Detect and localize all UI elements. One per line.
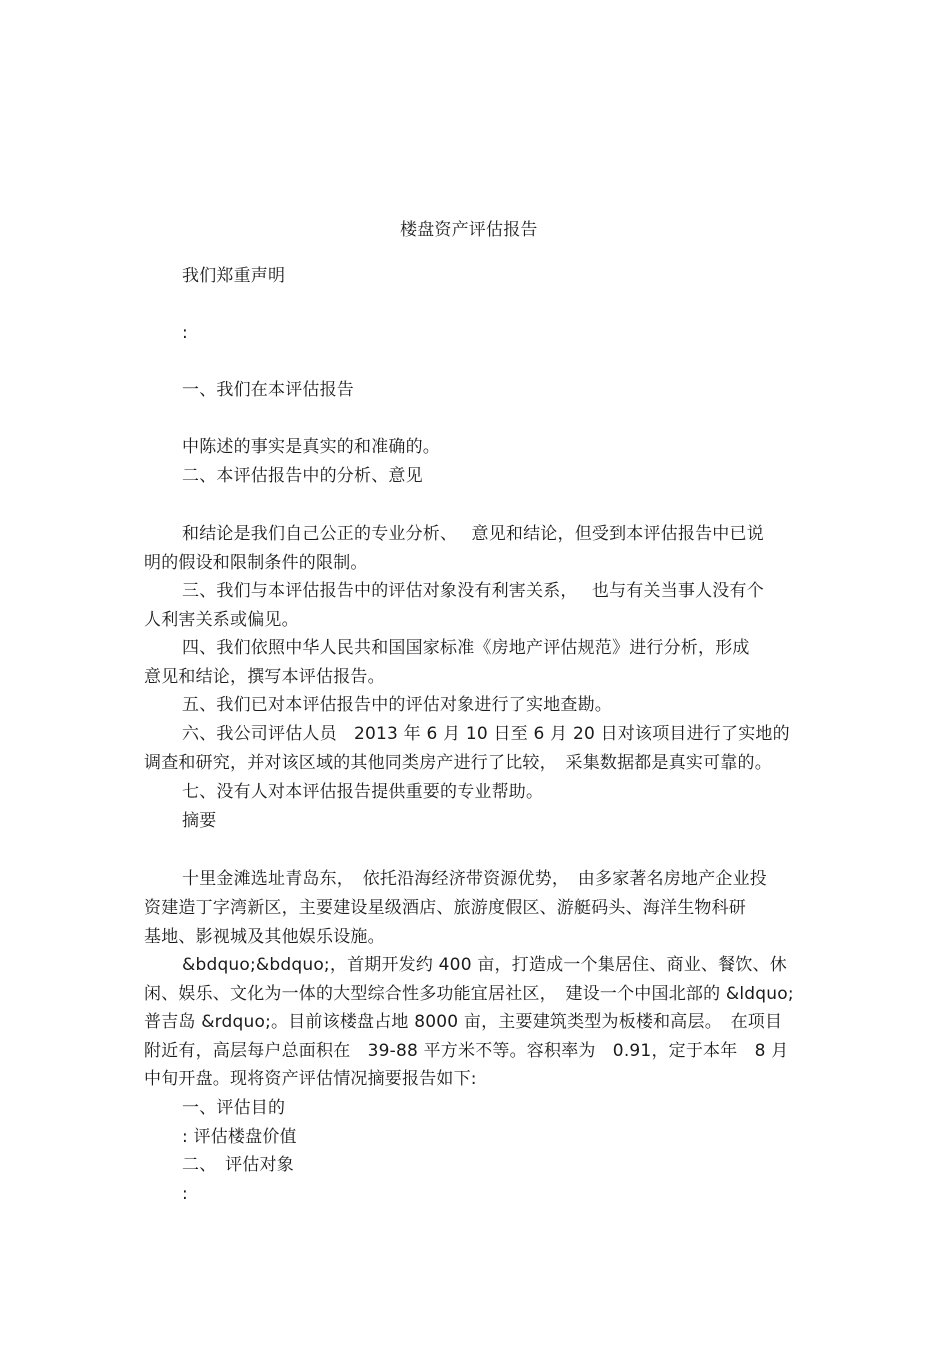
text-line: 我们郑重声明: [182, 266, 286, 286]
text-line: &bdquo;&bdquo;，首期开发约 400 亩，打造成一个集居住、商业、餐饮、休: [182, 955, 787, 975]
text-line: :: [182, 323, 188, 343]
text-line: 明的假设和限制条件的限制。: [144, 553, 368, 573]
text-line: 基地、影视城及其他娱乐设施。: [144, 927, 385, 947]
text-line: 调查和研究，并对该区域的其他同类房产进行了比较， 采集数据都是真实可靠的。: [144, 753, 772, 773]
text-line: : 评估楼盘价值: [182, 1127, 297, 1147]
text-line: 资建造丁字湾新区，主要建设星级酒店、旅游度假区、游艇码头、海洋生物科研: [144, 898, 746, 918]
text-line: 中陈述的事实是真实的和准确的。: [182, 437, 440, 457]
section-heading: 摘要: [182, 811, 217, 831]
text-line: 附近有，高层每户总面积在 39-88 平方米不等。容积率为 0.91，定于本年 8 月: [144, 1041, 789, 1061]
text-line: 七、没有人对本评估报告提供重要的专业帮助。: [182, 782, 544, 802]
text-line: 人利害关系或偏见。: [144, 610, 299, 630]
text-line: 和结论是我们自己公正的专业分析、 意见和结论，但受到本评估报告中已说: [182, 524, 764, 544]
text-line: 中旬开盘。现将资产评估情况摘要报告如下:: [144, 1069, 477, 1089]
document-title: 楼盘资产评估报告: [400, 220, 538, 240]
text-line: 二、 评估对象: [182, 1155, 294, 1175]
text-line: 十里金滩选址青岛东， 依托沿海经济带资源优势， 由多家著名房地产企业投: [182, 869, 767, 889]
text-line: 六、我公司评估人员 2013 年 6 月 10 日至 6 月 20 日对该项目进行了实地的: [182, 724, 790, 744]
text-line: :: [182, 1184, 188, 1204]
text-line: 一、我们在本评估报告: [182, 380, 354, 400]
text-line: 三、我们与本评估报告中的评估对象没有利害关系， 也与有关当事人没有个: [182, 581, 764, 601]
text-line: 意见和结论，撰写本评估报告。: [144, 667, 385, 687]
text-line: 一、评估目的: [182, 1098, 286, 1118]
text-line: 普吉岛 &rdquo;。目前该楼盘占地 8000 亩，主要建筑类型为板楼和高层。 在项目: [144, 1012, 783, 1032]
text-line: 闲、娱乐、文化为一体的大型综合性多功能宜居社区， 建设一个中国北部的 &ldquo;: [144, 984, 794, 1004]
text-line: 五、我们已对本评估报告中的评估对象进行了实地查勘。: [182, 695, 612, 715]
text-line: 二、本评估报告中的分析、意见: [182, 466, 423, 486]
text-line: 四、我们依照中华人民共和国国家标准《房地产评估规范》进行分析，形成: [182, 638, 750, 658]
